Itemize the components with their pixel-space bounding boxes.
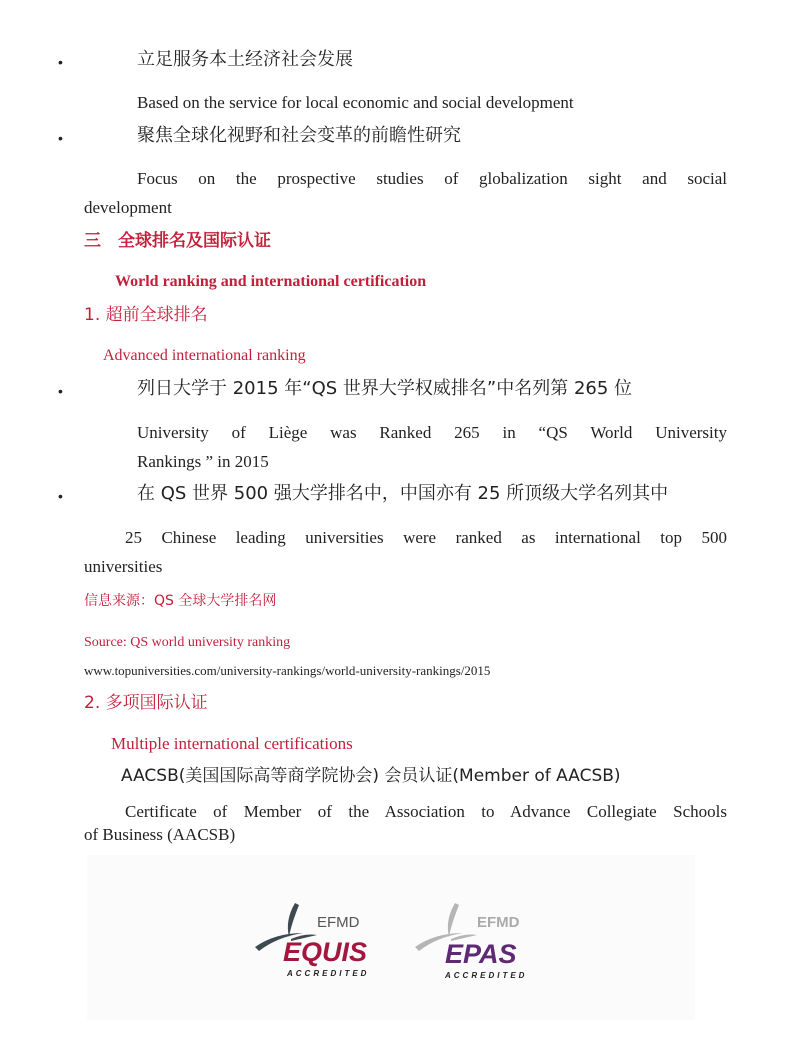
bullet-2-en-line1: Focus on the prospective studies of globalization sight and social: [137, 169, 727, 188]
bullet: •: [58, 130, 63, 146]
bullet-3-zh: 列日大学于 2015 年“QS 世界大学权威排名”中名列第 265 位: [137, 378, 633, 399]
epas-accredited: ACCREDITED: [445, 971, 528, 980]
bullet-4-en-line1: 25 Chinese leading universities were ranked as international top 500: [125, 528, 727, 547]
subsection-1-heading-en: Advanced international ranking: [103, 347, 306, 364]
bullet: •: [58, 488, 63, 504]
bullet: •: [58, 383, 63, 399]
accreditation-logos-image: [87, 855, 695, 1020]
bullet-2-en-line2: development: [84, 198, 172, 217]
bullet-3-en-line2: Rankings ” in 2015: [137, 452, 269, 471]
subsection-1-heading-zh: 1. 超前全球排名: [84, 305, 208, 325]
aacsb-zh: AACSB(美国国际高等商学院协会) 会员认证(Member of AACSB): [121, 766, 621, 786]
epas-efmd: EFMD: [477, 914, 520, 931]
equis-accredited: ACCREDITED: [287, 969, 370, 978]
equis-name: EQUIS: [283, 937, 368, 967]
subsection-2-heading-en: Multiple international certifications: [111, 734, 353, 753]
source-en: Source: QS world university ranking: [84, 635, 291, 650]
bullet-1-zh: 立足服务本土经济社会发展: [137, 49, 353, 70]
subsection-2-heading-zh: 2. 多项国际认证: [84, 693, 208, 713]
source-zh: 信息来源：QS 全球大学排名网: [84, 593, 277, 609]
bullet-1-en: Based on the service for local economic and social development: [137, 93, 574, 112]
aacsb-en-line1: Certificate of Member of the Association to Advance Collegiate Schools: [125, 802, 727, 821]
equis-logo: [255, 895, 375, 985]
epas-name: EPAS: [445, 939, 517, 969]
bullet-3-en-line1: University of Liège was Ranked 265 in “QS World University: [137, 423, 727, 442]
equis-efmd: EFMD: [317, 914, 360, 931]
epas-logo: [415, 895, 535, 985]
source-url: www.topuniversities.com/university-rankings/world-university-rankings/2015: [84, 663, 491, 678]
bullet: •: [58, 54, 63, 70]
bullet-2-zh: 聚焦全球化视野和社会变革的前瞻性研究: [137, 125, 461, 146]
bullet-4-en-line2: universities: [84, 557, 163, 576]
aacsb-en-line2: of Business (AACSB): [84, 825, 236, 844]
section-3-heading-en: World ranking and international certification: [115, 273, 427, 290]
section-3-heading-zh: 三 全球排名及国际认证: [84, 231, 271, 251]
bullet-4-zh: 在 QS 世界 500 强大学排名中，中国亦有 25 所顶级大学名列其中: [137, 483, 669, 504]
